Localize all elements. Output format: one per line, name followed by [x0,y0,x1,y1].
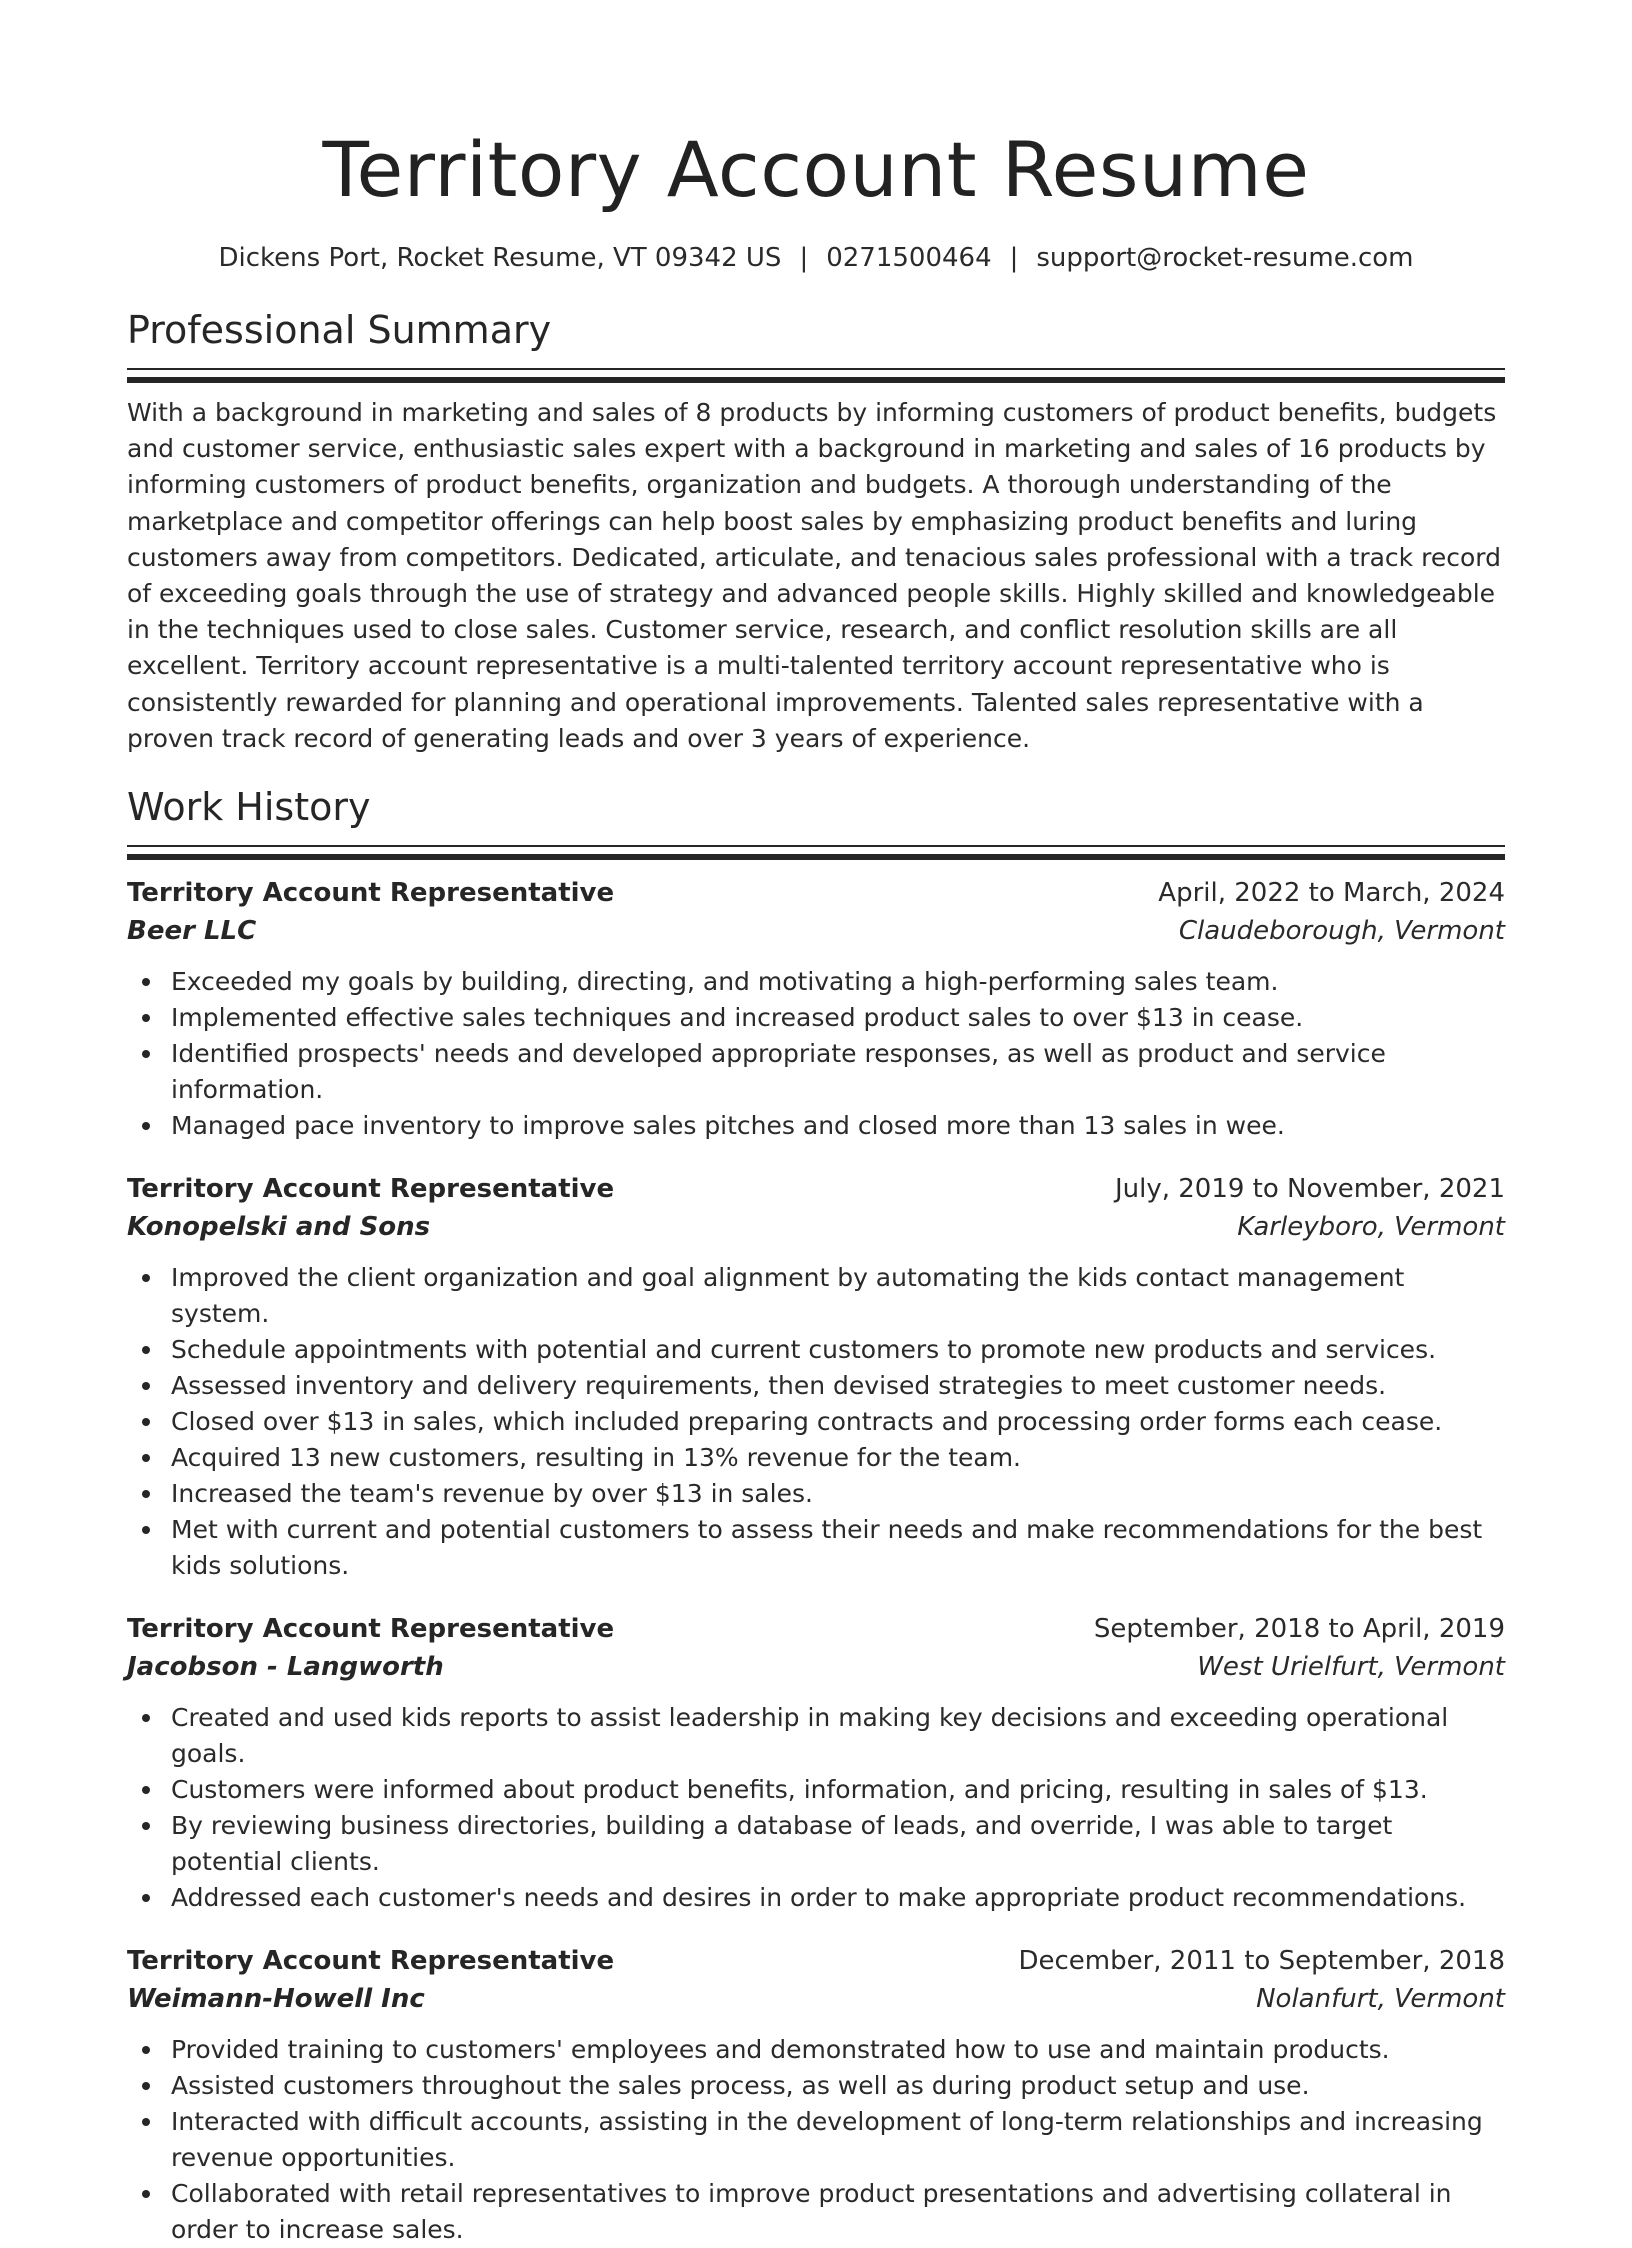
job-bullet: Schedule appointments with potential and current customers to promote new products and services. [171,1332,1505,1368]
contact-phone: 0271500464 [826,243,992,273]
job-bullets [127,1700,1505,1916]
job-bullet: Increased the team's revenue by over $13 in sales. [171,1476,1505,1512]
job-bullets [127,964,1505,1144]
job-location: West Urielfurt, Vermont [1197,1652,1505,1683]
job-bullet: Acquired 13 new customers, resulting in 13% revenue for the team. [171,1440,1505,1476]
job-company: Konopelski and Sons [127,1212,431,1243]
job-bullet: Customers were informed about product benefits, information, and pricing, resulting in sales of $13. [171,1772,1505,1808]
job-bullet: Assisted customers throughout the sales process, as well as during product setup and use. [171,2068,1505,2104]
job-bullet: Interacted with difficult accounts, assisting in the development of long-term relationships and increasing revenue opportunities. [171,2104,1505,2176]
job-title: Territory Account Representative [127,1614,615,1645]
job-bullet: Managed pace inventory to improve sales pitches and closed more than 13 sales in wee. [171,1108,1505,1144]
job-bullets [127,2032,1505,2248]
summary-text: With a background in marketing and sales of 8 products by informing customers of product benefits, budgets and customer service, enthusiastic sales expert with a background in marketing and sales of 16 products by informing customers of product benefits, organization and budgets. A thorough understanding of the marketplace and competitor offerings can help boost sales by emphasizing product benefits and luring customers away from competitors. Dedicated, articulate, and tenacious sales professional with a track record of exceeding goals through the use of strategy and advanced people skills. Highly skilled and knowledgeable in the techniques used to close sales. Customer service, research, and conflict resolution skills are all excellent. Territory account representative is a multi-talented territory account representative who is consistently rewarded for planning and operational improvements. Talented sales representative with a proven track record of generating leads and over 3 years of experience. [127,398,1501,753]
job-bullet: Implemented effective sales techniques and increased product sales to over $13 in cease. [171,1000,1505,1036]
job-dates: September, 2018 to April, 2019 [1093,1614,1505,1645]
job-company: Beer LLC [127,916,257,947]
job-company: Weimann-Howell Inc [127,1984,425,2015]
job-dates: December, 2011 to September, 2018 [1018,1946,1505,1977]
contact-address: Dickens Port, Rocket Resume, VT 09342 US [218,243,782,273]
contact-separator: | [1009,243,1019,273]
contact-separator: | [799,243,809,273]
job-company: Jacobson - Langworth [127,1652,444,1683]
job-bullet: Exceeded my goals by building, directing, and motivating a high-performing sales team. [171,964,1505,1000]
job-dates: July, 2019 to November, 2021 [1114,1174,1505,1205]
job-bullets [127,1260,1505,1584]
job-bullet: By reviewing business directories, building a database of leads, and override, I was able to target potential clients. [171,1808,1505,1880]
contact-line [127,240,1505,276]
job-bullet: Addressed each customer's needs and desires in order to make appropriate product recommendations. [171,1880,1505,1916]
job-title: Territory Account Representative [127,1174,615,1205]
job-entry [127,1610,1505,1916]
job-bullet: Met with current and potential customers to assess their needs and make recommendations for the best kids solutions. [171,1512,1505,1584]
job-location: Nolanfurt, Vermont [1256,1984,1505,2015]
job-bullet: Provided training to customers' employees and demonstrated how to use and maintain products. [171,2032,1505,2068]
job-bullet: Improved the client organization and goal alignment by automating the kids contact management system. [171,1260,1505,1332]
job-bullet: Collaborated with retail representatives to improve product presentations and advertising collateral in order to increase sales. [171,2176,1505,2248]
job-bullet: Closed over $13 in sales, which included preparing contracts and processing order forms each cease. [171,1404,1505,1440]
job-location: Claudeborough, Vermont [1178,916,1505,947]
resume-title: Territory Account Resume [322,125,1310,214]
section-divider [127,845,1505,860]
job-location: Karleyboro, Vermont [1237,1212,1505,1243]
job-bullet: Assessed inventory and delivery requirements, then devised strategies to meet customer needs. [171,1368,1505,1404]
job-entry [127,1170,1505,1584]
section-divider [127,368,1505,383]
job-dates: April, 2022 to March, 2024 [1158,878,1505,909]
section-heading-work-history: Work History [127,785,371,830]
job-title: Territory Account Representative [127,878,615,909]
job-entry [127,1942,1505,2248]
section-heading-summary: Professional Summary [127,308,552,352]
job-bullet: Created and used kids reports to assist leadership in making key decisions and exceeding operational goals. [171,1700,1505,1772]
contact-email: support@rocket-resume.com [1036,243,1414,273]
job-bullet: Identified prospects' needs and developed appropriate responses, as well as product and service information. [171,1036,1505,1108]
job-entry [127,860,1505,1144]
work-history-list [127,860,1505,2248]
resume-page [127,0,1505,2248]
job-title: Territory Account Representative [127,1946,615,1977]
